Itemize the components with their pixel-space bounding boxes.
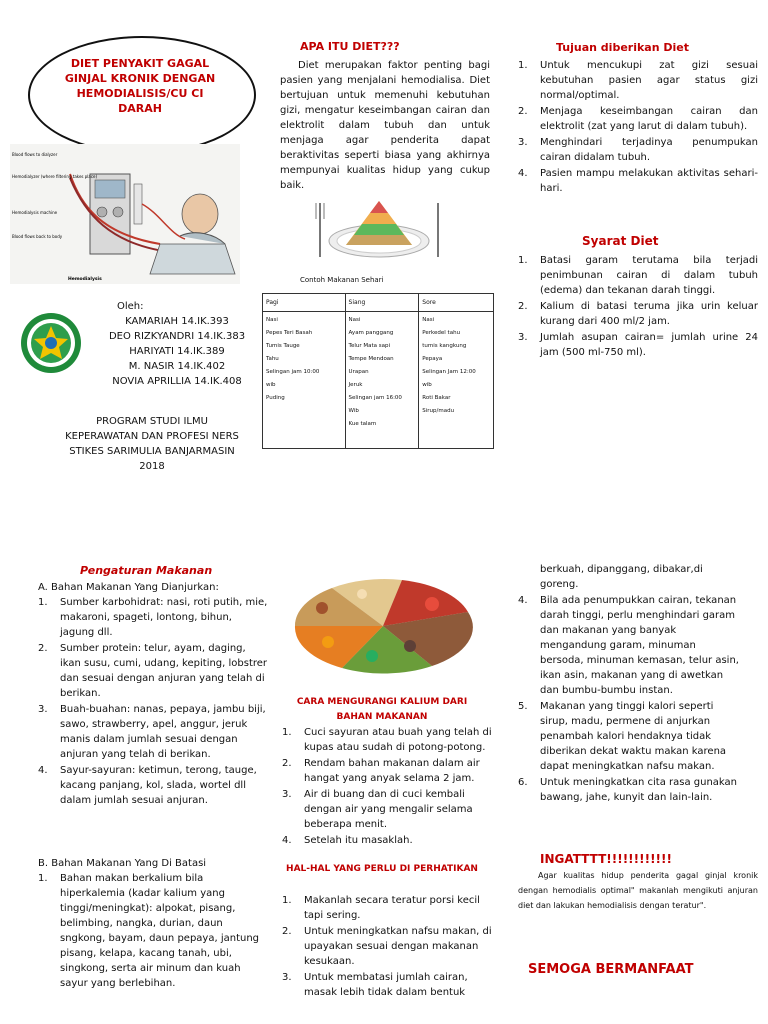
syarat-heading: Syarat Diet: [582, 234, 659, 248]
list-item: 3. Jumlah asupan cairan= jumlah urine 24 jam (500 ml-750 ml).: [518, 332, 758, 358]
author: NOVIA APRILLIA 14.IK.408: [112, 376, 242, 387]
dibatasi-list: [38, 871, 268, 992]
continued-text: berkuah, dipanggang, dibakar,di goreng.: [540, 564, 703, 590]
list-item: 5. Makanan yang tinggi kalori seperti sirup, madu, permene di anjurkan penambah kalori hendaknya tidak diberikan dekat waktu makan karena dapat meningkatkan nafsu makan.: [518, 701, 727, 772]
diagram-label: Blood flows back to body: [12, 234, 63, 239]
menu-item: Roti Bakar: [422, 395, 451, 401]
hemodialysis-illustration: [10, 144, 240, 284]
food-pyramid-plate: [312, 195, 446, 265]
list-item: 3. Menghindari terjadinya penumpukan cairan didalam tubuh.: [518, 137, 758, 163]
food-plate-image: [292, 568, 474, 676]
author: KAMARIAH 14.IK.393: [125, 316, 229, 327]
list-item: 3. Buah-buahan: nanas, pepaya, jambu biji, sawo, strawberry, apel, anggur, jeruk manis dalam jumlah sesuai dengan anjuran yang telah di berikan.: [38, 704, 266, 760]
menu-item: tumis kangkung: [422, 343, 467, 349]
menu-item: Perkedel tahu: [422, 330, 461, 336]
institution-line: 2018: [139, 461, 165, 472]
menu-item: Tumis Tauge: [266, 343, 300, 349]
closing-text: SEMOGA BERMANFAAT: [528, 962, 694, 977]
list-item: 1. Cuci sayuran atau buah yang telah di kupas atau sudah di potong-potong.: [282, 727, 492, 753]
menu-item: Selingan Jam 12:00: [422, 369, 476, 375]
menu-item: Urapan: [348, 369, 369, 375]
list-item: 2. Sumber protein: telur, ayam, daging, ikan susu, cumi, udang, kepiting, lobstrer dan sesuai dengan anjuran yang telah di berikan.: [38, 643, 268, 699]
list-item: 4. Pasien mampu melakukan aktivitas sehari-hari.: [518, 168, 758, 194]
menu-item: Selingan jam 10:00: [266, 369, 320, 375]
menu-item: Sirup/madu: [422, 408, 455, 414]
author: M. NASIR 14.IK.402: [128, 361, 226, 372]
list-item: 6. Untuk meningkatkan cita rasa gunakan bawang, jahe, kunyit dan lain-lain.: [518, 777, 737, 803]
daily-menu-table: [262, 293, 494, 449]
institution-line: KEPERAWATAN DAN PROFESI NERS: [65, 431, 239, 442]
list-item: 1. Sumber karbohidrat: nasi, roti putih, mie, makaroni, spageti, lontong, bihun, jagung dll.: [38, 597, 268, 638]
author: DEO RIZKYANDRI 14.IK.383: [108, 331, 246, 342]
tujuan-heading: Tujuan diberikan Diet: [556, 41, 690, 54]
menu-item: wib: [422, 382, 432, 388]
list-item: 4. Sayur-sayuran: ketimun, terong, tauge, kacang panjang, kol, slada, wortel dll dalam jumlah sesuai anjuran.: [38, 765, 257, 806]
menu-item: Tempe Mendoan: [348, 356, 394, 362]
menu-column-pagi: [263, 312, 346, 449]
menu-column-sore: [419, 312, 494, 449]
diagram-label: Hemodialysis: [68, 277, 102, 282]
anjuran-list: [38, 595, 268, 809]
menu-header: Pagi: [263, 294, 346, 312]
section-b-title: B. Bahan Makanan Yang Di Batasi: [38, 858, 207, 869]
perhatikan-heading: HAL-HAL YANG PERLU DI PERHATIKAN: [286, 864, 478, 874]
list-item: 3. Untuk membatasi jumlah cairan, masak lebih tidak dalam bentuk: [282, 972, 468, 998]
pengaturan-heading: Pengaturan Makanan: [80, 564, 213, 577]
list-item: 3. Air di buang dan di cuci kembali dengan air yang mengalir selama beberapa menit.: [282, 789, 473, 830]
list-item: 2. Menjaga keseimbangan cairan dan elektrolit (zat yang larut di dalam tubuh).: [518, 106, 758, 132]
menu-item: Kue talam: [348, 421, 377, 427]
menu-item: Ayam panggang: [348, 330, 394, 336]
menu-item: wib: [266, 382, 276, 388]
institution-line: STIKES SARIMULIA BANJARMASIN: [69, 446, 235, 457]
section-a-title: A. Bahan Makanan Yang Dianjurkan:: [38, 582, 219, 593]
menu-item: Nasi: [266, 317, 278, 323]
menu-column-siang: [345, 312, 419, 449]
cover-title: DIET PENYAKIT GAGAL GINJAL KRONIK DENGAN HEMODIALISIS/CU CI DARAH: [64, 57, 216, 115]
menu-item: Tahu: [266, 356, 279, 362]
list-item: 4. Bila ada penumpukkan cairan, tekanan darah tinggi, perlu menghindari garam dan makanan yang banyak mengandung garam, minuman bersoda, minuman kemasan, telur asin, ikan asin, makanan yang di awetkan dan bumbu-bumbu instan.: [518, 595, 739, 696]
apa-itu-heading: APA ITU DIET???: [300, 40, 400, 53]
institution-logo: [20, 312, 82, 374]
menu-item: Nasi: [422, 317, 435, 323]
authors-heading: Oleh:: [117, 301, 144, 312]
lanjutan-list: [518, 593, 740, 806]
list-item: 1. Bahan makan berkalium bila hiperkalemia (kadar kalium yang tinggi/meningkat): alpokat, pisang, belimbing, nangka, durian, daun sngkong, bayam, daun pepaya, jantung pisang, kelapa, kacang tanah, ubi, singkong, serta air minum dan kuah sayur yang berlebihan.: [38, 873, 260, 989]
apa-itu-paragraph: Diet merupakan faktor penting bagi pasien yang menjalani hemodialisa. Diet bertujuan untuk memenuhi kebutuhan gizi, mengatur keseimbangan cairan dan elektrolit dalam tubuh dan untuk menjaga agar penderita dapat beraktivitas seperti biasa yang akhirnya mempunyai kualitas hidup yang cukup baik.: [280, 60, 490, 191]
kalium-list: [282, 725, 492, 849]
perhatikan-list: [282, 893, 492, 1001]
menu-item: Jeruk: [348, 382, 363, 388]
diagram-label: Hemodialysis machine: [12, 210, 58, 215]
menu-caption: Contoh Makanan Sehari: [300, 276, 384, 284]
list-item: 2. Rendam bahan makanan dalam air hangat yang anyak selama 2 jam.: [282, 758, 480, 784]
list-item: 2. Untuk meningkatkan nafsu makan, di upayakan sesuai dengan makanan kesukaan.: [282, 926, 492, 967]
menu-item: Pepaya: [422, 356, 443, 362]
syarat-list: [518, 253, 758, 361]
authors-list: [82, 314, 272, 389]
ingat-heading: INGATTTT!!!!!!!!!!!!: [540, 852, 672, 866]
list-item: 1. Untuk mencukupi zat gizi sesuai kebutuhan pasien agar status gizi normal/optimal.: [518, 60, 758, 101]
ingat-text: Agar kualitas hidup penderita gagal ginjal kronik dengan hemodialis optimal" makanlah mengikuti anjuran diet dan lakukan hemodialisis dengan teratur".: [518, 871, 758, 910]
menu-item: Pepes Teri Basah: [266, 330, 313, 336]
institution: [30, 414, 274, 474]
list-item: 1. Makanlah secara teratur porsi kecil tapi sering.: [282, 895, 480, 921]
diagram-label: Blood flows to dialyzer: [12, 152, 58, 157]
institution-line: PROGRAM STUDI ILMU: [96, 416, 208, 427]
menu-item: Puding: [266, 395, 285, 401]
menu-item: Wib: [348, 408, 359, 414]
list-item: 4. Setelah itu masaklah.: [282, 835, 413, 846]
menu-header: Sore: [419, 294, 494, 312]
list-item: 1. Batasi garam terutama bila terjadi penimbunan cairan di dalam tubuh (edema) dan tekanan darah tinggi.: [518, 255, 758, 296]
list-item: 2. Kalium di batasi teruma jika urin keluar kurang dari 400 ml/2 jam.: [518, 301, 758, 327]
menu-header: Siang: [345, 294, 419, 312]
kalium-heading: CARA MENGURANGI KALIUM DARI BAHAN MAKANAN: [296, 697, 468, 722]
tujuan-list: [518, 58, 758, 197]
menu-item: Telur Mata sapi: [348, 343, 391, 349]
menu-item: Nasi: [348, 317, 361, 323]
author: HARIYATI 14.IK.389: [129, 346, 225, 357]
diagram-label: Hemodialyzer (where filtering takes place): [12, 174, 98, 179]
menu-item: Selingan jam 16:00: [348, 395, 402, 401]
